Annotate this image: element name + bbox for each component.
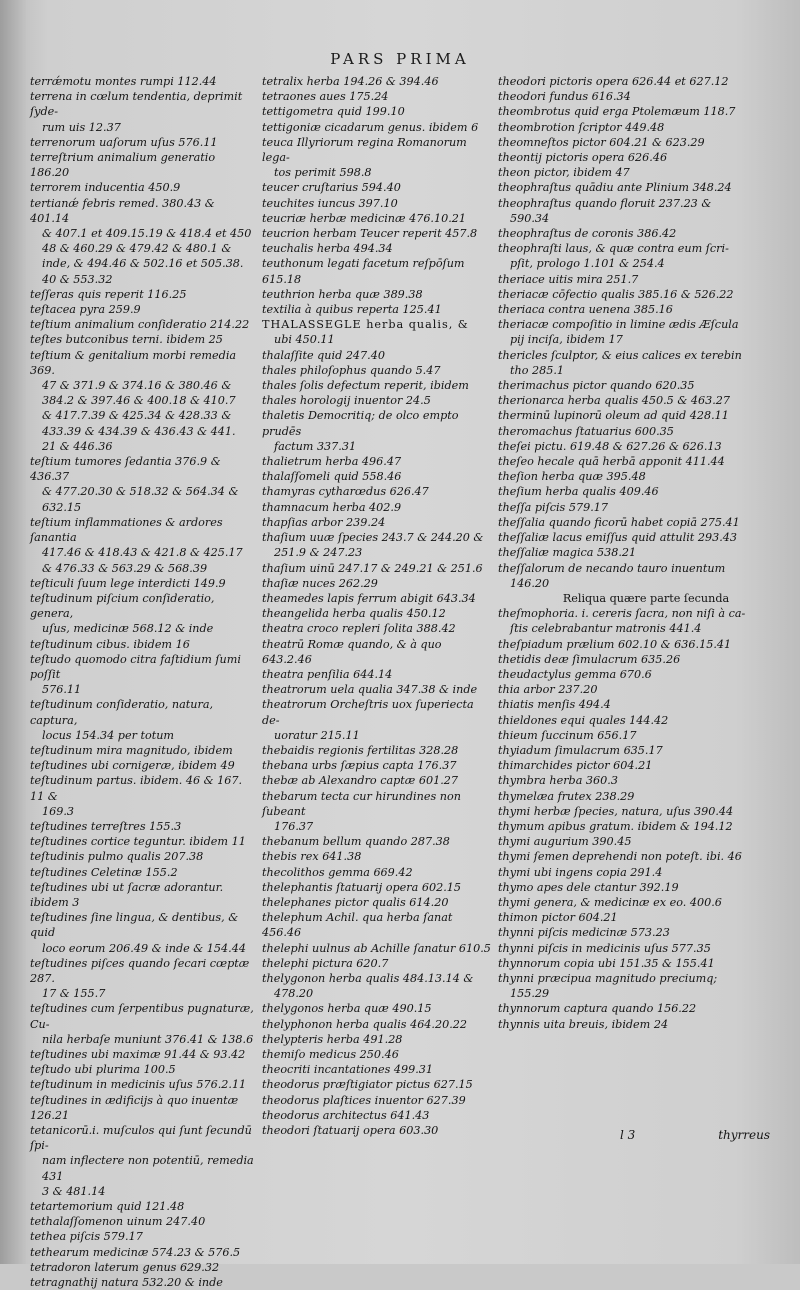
index-entry: thebæ ab Alexandro captæ 601.27 xyxy=(262,774,459,788)
index-entry: therionarca herba qualis 450.5 & 463.27 xyxy=(498,394,730,408)
index-entry: theodori pictoris opera 626.44 et 627.12 xyxy=(498,75,729,88)
index-entry: theon pictor, ibidem 47 xyxy=(498,166,630,180)
index-entry: tethalaſſomenon uinum 247.40 xyxy=(30,1215,206,1229)
index-entry: terrena in cœlum tendentia, deprimit ſyde- xyxy=(30,90,243,119)
index-entry: theophraſtus de coronis 386.42 xyxy=(498,227,677,241)
index-entry: 40 & 553.32 xyxy=(42,272,113,286)
index-entry: teſtudo ubi plurima 100.5 xyxy=(30,1063,176,1077)
index-entry: theodorus plaſtices inuentor 627.39 xyxy=(262,1093,466,1107)
index-entry: thaletis Democritiq; de olco empto prudēs xyxy=(262,409,459,438)
index-entry: tetanicorū.i. muſculos qui ſunt ſecundū ſpi- xyxy=(30,1124,252,1153)
index-entry: theophraſti laus, & quæ contra eum ſcri- xyxy=(498,242,729,256)
index-entry: thieum ſuccinum 656.17 xyxy=(498,728,637,742)
index-entry: themiſo medicus 250.46 xyxy=(262,1048,399,1061)
index-entry: thelyphonon herba qualis 464.20.22 xyxy=(262,1017,468,1031)
index-entry: thamnacum herba 402.9 xyxy=(262,500,402,514)
index-entry: theſion herba quæ 395.48 xyxy=(498,470,646,484)
index-entry: rum uis 12.37 xyxy=(42,120,121,134)
index-entry: thiatis menſis 494.4 xyxy=(498,698,611,712)
index-entry: theatra penſilia 644.14 xyxy=(262,667,393,681)
index-entry: theatrū Romæ quando, & à quo 643.2.46 xyxy=(262,637,442,666)
index-entry: thecolithos gemma 669.42 xyxy=(262,865,413,879)
index-entry: thapſias arbor 239.24 xyxy=(262,515,386,529)
index-entry: theſeo hecale quā herbā apponit 411.44 xyxy=(498,455,725,469)
index-entry: teſtudinum in medicinis uſus 576.2.11 xyxy=(30,1078,247,1092)
index-entry: 48 & 460.29 & 479.42 & 480.1 & xyxy=(42,242,232,256)
index-entry: tos perimit 598.8 xyxy=(274,166,372,180)
index-entry: teucriæ herbæ medicinæ 476.10.21 xyxy=(262,211,467,225)
index-entry: theromachus ſtatuarius 600.35 xyxy=(498,424,674,438)
index-entry: theodori ſtatuarij opera 603.30 xyxy=(262,1124,439,1138)
index-entry: thelygonos herba quæ 490.15 xyxy=(262,1002,432,1016)
index-entry: teſtacea pyra 259.9 xyxy=(30,303,141,317)
index-entry: theſmophoria. i. cereris ſacra, non niſi à ca- xyxy=(498,607,746,621)
index-entry: theatrorum uela qualia 347.38 & inde xyxy=(262,683,478,697)
index-entry: theombrotion ſcriptor 449.48 xyxy=(498,120,665,134)
index-entry: 632.15 xyxy=(42,500,82,514)
index-entry: theophraſtus quādiu ante Plinium 348.24 xyxy=(498,181,732,195)
index-entry: thymi herbæ ſpecies, natura, uſus 390.44 xyxy=(498,804,734,818)
index-entry: inde, & 494.46 & 502.16 et 505.38. xyxy=(42,257,244,271)
index-entry: thyiadum ſimulacrum 635.17 xyxy=(498,743,663,757)
index-entry: thalietrum herba 496.47 xyxy=(262,455,402,469)
index-entry: tetradoron laterum genus 629.32 xyxy=(30,1260,220,1274)
index-entry: factum 337.31 xyxy=(274,439,357,453)
index-entry: thebanum bellum quando 287.38 xyxy=(262,835,450,849)
index-entry: ubi 450.11 xyxy=(274,333,335,347)
index-entry: thynni piſcis medicinæ 573.23 xyxy=(498,926,670,940)
index-entry: theontij pictoris opera 626.46 xyxy=(498,151,668,165)
index-entry: 47 & 371.9 & 374.16 & 380.46 & xyxy=(42,379,232,393)
index-entry: theriacæ compoſitio in limine ædis Æſcula xyxy=(498,318,739,332)
index-entry: thia arbor 237.20 xyxy=(498,683,598,697)
running-head: PARS PRIMA xyxy=(330,50,470,68)
index-entry: 576.11 xyxy=(42,683,82,697)
index-entry: thymi genera, & medicinæ ex eo. 400.6 xyxy=(498,895,722,909)
index-entry: 417.46 & 418.43 & 421.8 & 425.17 xyxy=(42,546,243,560)
index-entry: 3 & 481.14 xyxy=(42,1184,106,1198)
index-entry: thalaſſomeli quid 558.46 xyxy=(262,470,402,484)
index-entry: theodorus præſtigiator pictus 627.15 xyxy=(262,1078,473,1092)
index-entry: tetralix herba 194.26 & 394.46 xyxy=(262,75,439,88)
index-entry: teuca Illyriorum regina Romanorum lega- xyxy=(262,135,467,165)
index-entry: & 477.20.30 & 518.32 & 564.34 & xyxy=(42,485,239,499)
index-entry: tethearum medicinæ 574.23 & 576.5 xyxy=(30,1245,241,1259)
index-entry: 169.3 xyxy=(42,804,75,818)
index-entry: thebarum tecta cur hirundines non ſubeant xyxy=(262,789,461,818)
index-entry: teſtudines piſces quando ſecari cœptæ 287. xyxy=(30,956,250,985)
index-entry: teſtium animalium conſideratio 214.22 xyxy=(30,318,250,332)
index-entry: theſei pictu. 619.48 & 627.26 & 626.13 xyxy=(498,439,722,453)
index-entry: teſtudo quomodo citra faſtidium ſumi poſſit xyxy=(30,652,241,681)
index-entry: teuthonum legati facetum reſpōſum 615.18 xyxy=(262,257,465,286)
index-entry: teſtudines terreſtres 155.3 xyxy=(30,819,182,833)
index-entry: thynni piſcis in medicinis uſus 577.35 xyxy=(498,941,711,955)
index-entry: tettigometra quid 199.10 xyxy=(262,105,405,119)
page-gutter-shadow xyxy=(0,0,26,1264)
index-entry: thelygonon herba qualis 484.13.14 & xyxy=(262,971,474,985)
index-entry: teſtudines Celetinæ 155.2 xyxy=(30,865,178,879)
index-entry: teſtudines ubi maximæ 91.44 & 93.42 xyxy=(30,1048,246,1061)
index-entry: 146.20 xyxy=(510,576,550,590)
index-entry: 433.39 & 434.39 & 436.43 & 441. xyxy=(42,424,236,438)
index-entry: pij inciſa, ibidem 17 xyxy=(510,333,623,347)
index-entry: loco eorum 206.49 & inde & 154.44 xyxy=(42,941,246,955)
index-entry: teſtudinum mira magnitudo, ibidem xyxy=(30,743,233,757)
index-entry: theudactylus gemma 670.6 xyxy=(498,667,652,681)
index-entry: thymelæa frutex 238.29 xyxy=(498,789,635,803)
index-entry: 478.20 xyxy=(274,987,314,1001)
index-entry: thericles ſculptor, & eius calices ex terebin xyxy=(498,348,742,362)
index-entry: theocriti incantationes 499.31 xyxy=(262,1063,434,1077)
index-entry: thelypteris herba 491.28 xyxy=(262,1032,403,1046)
index-entry: theodorus architectus 641.43 xyxy=(262,1108,430,1122)
index-entry: thelephantis ſtatuarij opera 602.15 xyxy=(262,880,461,894)
index-entry: terreſtrium animalium generatio 186.20 xyxy=(30,151,216,180)
index-entry: thebana urbs ſæpius capta 176.37 xyxy=(262,759,457,773)
index-entry: teſtudinum piſcium conſideratio, genera, xyxy=(30,591,215,621)
index-entry: teſtudinum conſideratio, natura, captura, xyxy=(30,698,214,727)
index-entry: thebaidis regionis fertilitas 328.28 xyxy=(262,743,459,757)
index-entry: teuchalis herba 494.34 xyxy=(262,242,393,256)
index-entry: teſtium & genitalium morbi remedia 369. xyxy=(30,348,237,377)
index-entry: thymum apibus gratum. ibidem & 194.12 xyxy=(498,819,733,833)
index-entry: theophraſtus quando floruit 237.23 & xyxy=(498,196,712,210)
index-column-3 xyxy=(498,74,800,1244)
index-entry: thynnis uita breuis, ibidem 24 xyxy=(498,1017,669,1031)
index-entry: tettigoniæ cicadarum genus. ibidem 6 xyxy=(262,120,479,134)
index-entry: uoratur 215.11 xyxy=(274,728,360,742)
index-entry: thynnorum captura quando 156.22 xyxy=(498,1002,697,1016)
index-entry: 155.29 xyxy=(510,987,550,1001)
index-entry: thynnorum copia ubi 151.35 & 155.41 xyxy=(498,956,715,970)
index-entry: terrenorum uaſorum uſus 576.11 xyxy=(30,135,218,149)
index-entry: thaſium uinū 247.17 & 249.21 & 251.6 xyxy=(262,561,483,575)
catchword: thyrreus xyxy=(718,1128,770,1142)
index-entry: theriaca contra uenena 385.16 xyxy=(498,303,673,317)
index-entry: tetartemorium quid 121.48 xyxy=(30,1200,185,1214)
index-entry: thieldones equi quales 144.42 xyxy=(498,713,669,727)
index-entry: teſtudines cum ſerpentibus pugnaturæ, Cu- xyxy=(30,1002,254,1031)
index-entry: theomneſtos pictor 604.21 & 623.29 xyxy=(498,135,705,149)
index-entry: thimarchides pictor 604.21 xyxy=(498,759,653,773)
index-entry: thaſiæ nuces 262.29 xyxy=(262,576,378,590)
index-entry: thales ſolis defectum reperit, ibidem xyxy=(262,379,469,393)
index-entry: thymi augurium 390.45 xyxy=(498,835,632,849)
index-entry: theatra croco repleri ſolita 388.42 xyxy=(262,622,456,636)
index-entry: theſſa piſcis 579.17 xyxy=(498,500,608,514)
index-entry: ſtis celebrabantur matronis 441.4 xyxy=(510,622,702,636)
index-entry: thebis rex 641.38 xyxy=(262,850,362,864)
index-entry: thalaſſite quid 247.40 xyxy=(262,348,385,362)
index-entry: tetraones aues 175.24 xyxy=(262,90,389,104)
index-entry: thetidis deæ ſimulacrum 635.26 xyxy=(498,652,681,666)
index-entry: thales horologij inuentor 24.5 xyxy=(262,394,431,408)
index-entry: theodori fundus 616.34 xyxy=(498,90,631,104)
index-column-2 xyxy=(262,74,498,1244)
index-entry: theſſalorum de necando tauro inuentum xyxy=(498,561,726,575)
index-entry: 384.2 & 397.46 & 400.18 & 410.7 xyxy=(42,394,236,408)
index-entry: theamedes lapis ferrum abigit 643.34 xyxy=(262,591,476,605)
index-entry: teſtudinum cibus. ibidem 16 xyxy=(30,637,190,651)
index-entry: thelephum Achil. qua herba ſanat 456.46 xyxy=(262,911,453,940)
index-entry: theſſalia quando ficorū habet copiā 275.41 xyxy=(498,515,740,529)
index-entry: locus 154.34 per totum xyxy=(42,728,175,742)
index-entry: teſtes butconibus terni. ibidem 25 xyxy=(30,333,223,347)
index-entry: 590.34 xyxy=(510,211,550,225)
index-entry: theangelida herba qualis 450.12 xyxy=(262,607,446,621)
index-entry: therimachus pictor quando 620.35 xyxy=(498,379,695,393)
index-entry: thelephanes pictor qualis 614.20 xyxy=(262,895,449,909)
index-entry: thymbra herba 360.3 xyxy=(498,774,618,788)
index-entry: THALASSEGLE herba qualis, & xyxy=(262,318,469,332)
index-entry: Reliqua quære parte ſecunda xyxy=(562,591,730,605)
index-entry: theriacæ cōfectio qualis 385.16 & 526.22 xyxy=(498,287,734,301)
index-entry: teuthrion herba quæ 389.38 xyxy=(262,287,423,301)
index-entry: theſſaliæ magica 538.21 xyxy=(498,546,637,560)
index-entry: thelephi pictura 620.7 xyxy=(262,956,389,970)
index-entry: textilia à quibus reperta 125.41 xyxy=(262,303,442,317)
index-entry: teſtudines cortice teguntur. ibidem 11 xyxy=(30,835,246,849)
signature-mark: l 3 xyxy=(620,1128,636,1142)
index-entry: teſtudinis pulmo qualis 207.38 xyxy=(30,850,204,864)
index-entry: theombrotus quid erga Ptolemæum 118.7 xyxy=(498,105,736,119)
index-entry: thymo apes dele ctantur 392.19 xyxy=(498,880,679,894)
index-entry: 251.9 & 247.23 xyxy=(274,546,363,560)
index-entry: theatrorum Orcheſtris uox ſuperiecta de- xyxy=(262,698,474,727)
index-entry: terrǽmotu montes rumpi 112.44 xyxy=(30,75,217,88)
index-entry: 17 & 155.7 xyxy=(42,987,106,1001)
index-entry: & 407.1 et 409.15.19 & 418.4 et 450 xyxy=(42,227,252,241)
index-columns xyxy=(30,74,800,1290)
index-entry: & 417.7.39 & 425.34 & 428.33 & xyxy=(42,409,232,423)
index-entry: theriace uitis mira 251.7 xyxy=(498,272,639,286)
index-entry: teſticuli ſuum lege interdicti 149.9 xyxy=(30,576,226,590)
index-entry: teſtium tumores ſedantia 376.9 & 436.37 xyxy=(30,455,221,484)
index-entry: nam inflectere non potentiū, remedia 431 xyxy=(42,1154,254,1183)
index-entry: theſium herba qualis 409.46 xyxy=(498,485,659,499)
index-entry: thelephi uulnus ab Achille ſanatur 610.5 xyxy=(262,941,491,955)
index-entry: tertianǽ febris remed. 380.43 & 401.14 xyxy=(30,196,215,225)
index-entry: teſtudines in ædificijs à quo inuentæ 126.21 xyxy=(30,1093,239,1122)
index-entry: teſtium inflammationes & ardores ſanantia xyxy=(30,515,223,545)
index-entry: teucrion herbam Teucer reperit 457.8 xyxy=(262,227,478,241)
index-entry: 176.37 xyxy=(274,819,314,833)
index-entry: thynni præcipua magnitudo preciumq; xyxy=(498,971,718,985)
index-entry: teſtudines ubi ut ſacræ adorantur. ibidem 3 xyxy=(30,880,224,909)
index-entry: uſus, medicinæ 568.12 & inde xyxy=(42,622,214,636)
index-entry: teſtudines ſine lingua, & dentibus, & quid xyxy=(30,911,239,940)
index-entry: thymi ubi ingens copia 291.4 xyxy=(498,865,663,879)
page-footer xyxy=(620,1128,770,1142)
index-entry: teſtudinum partus. ibidem. 46 & 167. 11 & xyxy=(30,774,243,803)
index-entry: theſſaliæ lacus emiſſus quid attulit 293.43 xyxy=(498,531,737,545)
index-entry: tho 285.1 xyxy=(510,363,565,377)
index-column-1 xyxy=(30,74,262,1290)
index-entry: thamyras cytharœdus 626.47 xyxy=(262,485,429,499)
index-entry: thales philoſophus quando 5.47 xyxy=(262,363,441,377)
index-entry: terrorem inducentia 450.9 xyxy=(30,181,181,195)
index-entry: tethea piſcis 579.17 xyxy=(30,1230,143,1244)
index-entry: teſſeras quis reperit 116.25 xyxy=(30,287,187,301)
index-entry: thymi ſemen deprehendi non poteſt. ibi. 46 xyxy=(498,850,742,864)
index-entry: thaſium uuæ ſpecies 243.7 & 244.20 & xyxy=(262,531,484,545)
index-entry: 21 & 446.36 xyxy=(42,439,113,453)
index-entry: nila herbaſe muniunt 376.41 & 138.6 xyxy=(42,1032,254,1046)
index-entry: thimon pictor 604.21 xyxy=(498,911,618,925)
index-entry: therminū lupinorū oleum ad quid 428.11 xyxy=(498,409,729,423)
index-entry: pſit, prologo 1.101 & 254.4 xyxy=(510,257,665,271)
index-entry: & 476.33 & 563.29 & 568.39 xyxy=(42,561,208,575)
index-entry: teucer cruſtarius 594.40 xyxy=(262,181,401,195)
index-entry: tetragnathij natura 532.20 & inde xyxy=(30,1276,223,1290)
index-entry: teuchites iuncus 397.10 xyxy=(262,196,398,210)
index-entry: teſtudines ubi cornigeræ, ibidem 49 xyxy=(30,759,235,773)
index-entry: theſpiadum prælium 602.10 & 636.15.41 xyxy=(498,637,732,651)
